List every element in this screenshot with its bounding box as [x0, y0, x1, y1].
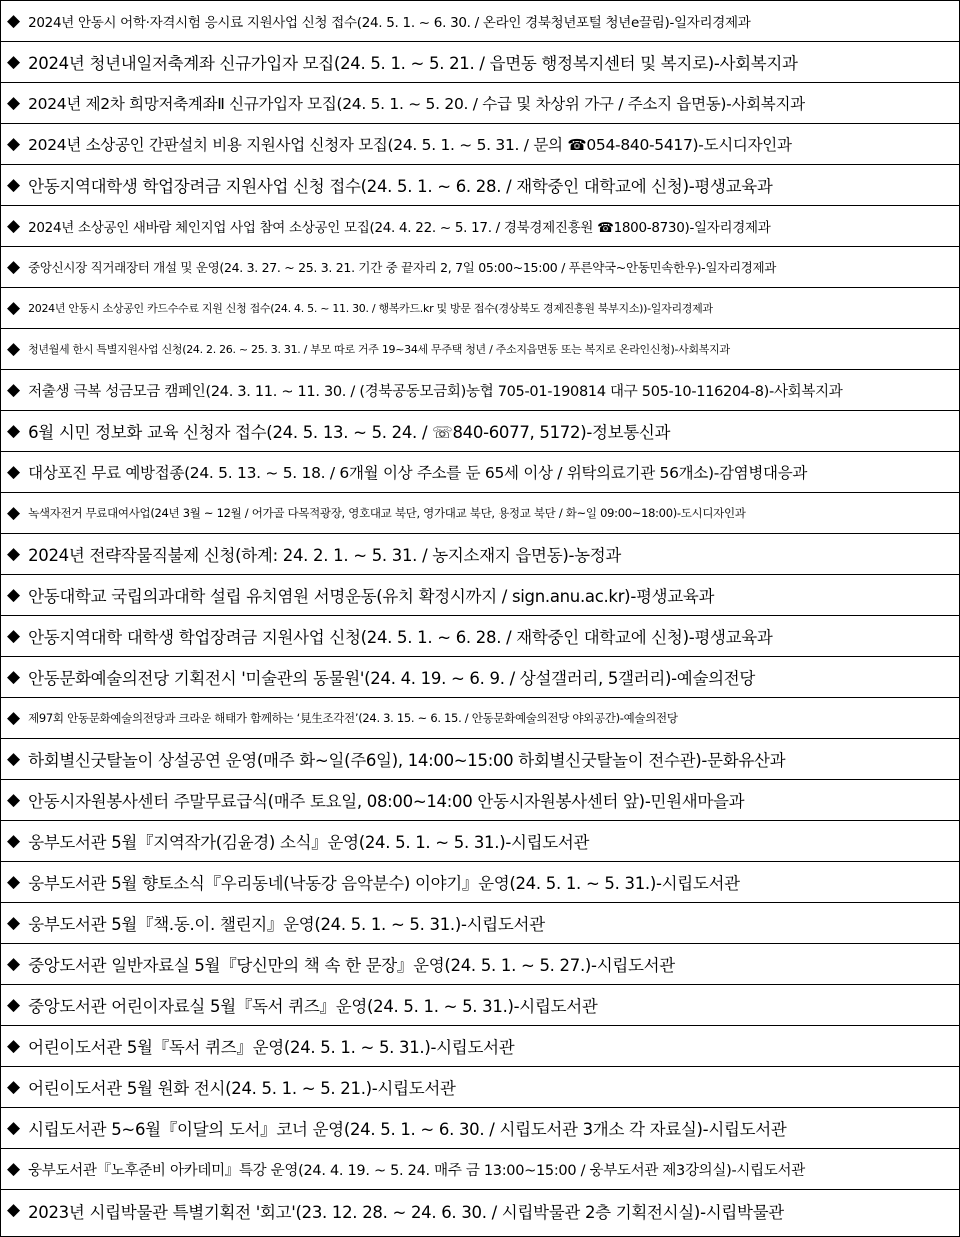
notice-text: 안동대학교 국립의과대학 설립 유치염원 서명운동(유치 확정시까지 / sign.anu.ac.kr)-평생교육과: [28, 587, 715, 606]
diamond-bullet-icon: ◆: [7, 748, 21, 769]
notice-text: 웅부도서관 5월『지역작가(김윤경) 소식』운영(24. 5. 1. ~ 5. 31.)-시립도서관: [28, 833, 590, 852]
notice-text: 안동지역대학생 학업장려금 지원사업 신청 접수(24. 5. 1. ~ 6. 28. / 재학중인 대학교에 신청)-평생교육과: [28, 177, 773, 196]
notice-row[interactable]: [1, 165, 959, 206]
notice-row[interactable]: [1, 288, 959, 329]
diamond-bullet-icon: ◆: [7, 871, 21, 892]
notice-text: 2023년 시립박물관 특별기획전 '회고'(23. 12. 28. ~ 24. 6. 30. / 시립박물관 2층 기획전시실)-시립박물관: [28, 1202, 784, 1222]
diamond-bullet-icon: ◆: [7, 584, 21, 605]
notice-row[interactable]: [1, 329, 959, 370]
notice-row[interactable]: [1, 862, 959, 903]
notice-row[interactable]: [1, 42, 959, 83]
notice-text: 어린이도서관 5월 원화 전시(24. 5. 1. ~ 5. 21.)-시립도서관: [28, 1079, 456, 1098]
notice-row[interactable]: [1, 903, 959, 944]
notice-row[interactable]: [1, 739, 959, 780]
notice-text: 2024년 전략작물직불제 신청(하계: 24. 2. 1. ~ 5. 31. / 농지소재지 읍면동)-농정과: [28, 546, 622, 565]
diamond-bullet-icon: ◆: [7, 379, 21, 400]
notice-text: 안동지역대학 대학생 학업장려금 지원사업 신청(24. 5. 1. ~ 6. 28. / 재학중인 대학교에 신청)-평생교육과: [28, 628, 773, 647]
diamond-bullet-icon: ◆: [7, 994, 21, 1015]
notice-row[interactable]: [1, 780, 959, 821]
notice-text: 2024년 소상공인 간판설치 비용 지원사업 신청자 모집(24. 5. 1. ~ 5. 31. / 문의 ☎054-840-5417)-도시디자인과: [28, 136, 792, 154]
notice-row[interactable]: [1, 575, 959, 616]
notice-row[interactable]: [1, 821, 959, 862]
notice-text: 2024년 안동시 어학·자격시험 응시료 지원사업 신청 접수(24. 5. 1. ~ 6. 30. / 온라인 경북청년포털 청년e끌림)-일자리경제과: [28, 15, 751, 31]
notice-text: 안동시자원봉사센터 주말무료급식(매주 토요일, 08:00~14:00 안동시자원봉사센터 앞)-민원새마을과: [28, 792, 745, 811]
diamond-bullet-icon: ◆: [7, 92, 21, 113]
diamond-bullet-icon: ◆: [7, 625, 21, 646]
diamond-bullet-icon: ◆: [7, 174, 21, 195]
diamond-bullet-icon: ◆: [7, 256, 21, 277]
diamond-bullet-icon: ◆: [7, 215, 21, 236]
diamond-bullet-icon: ◆: [7, 1117, 21, 1138]
notice-text: 청년월세 한시 특별지원사업 신청(24. 2. 26. ~ 25. 3. 31. / 부모 따로 거주 19~34세 무주택 청년 / 주소지읍면동 또는 복지로 온라인신청)-사회복지과: [28, 343, 730, 356]
notice-row[interactable]: [1, 944, 959, 985]
diamond-bullet-icon: ◆: [7, 1158, 21, 1179]
notice-text: 2024년 소상공인 새바람 체인지업 사업 참여 소상공인 모집(24. 4. 22. ~ 5. 17. / 경북경제진흥원 ☎1800-8730)-일자리경제과: [28, 220, 771, 236]
notice-text: 웅부도서관 5월『책.동.이. 챌린지』운영(24. 5. 1. ~ 5. 31.)-시립도서관: [28, 915, 545, 934]
diamond-bullet-icon: ◆: [7, 502, 21, 523]
notice-row[interactable]: [1, 616, 959, 657]
notice-text: 시립도서관 5~6월『이달의 도서』코너 운영(24. 5. 1. ~ 6. 30. / 시립도서관 3개소 각 자료실)-시립도서관: [28, 1120, 787, 1139]
diamond-bullet-icon: ◆: [7, 297, 21, 318]
notice-text: 안동문화예술의전당 기획전시 '미술관의 동물원'(24. 4. 19. ~ 6. 9. / 상설갤러리, 5갤러리)-예술의전당: [28, 669, 755, 688]
notice-text: 2024년 안동시 소상공인 카드수수료 지원 신청 접수(24. 4. 5. ~ 11. 30. / 행복카드.kr 및 방문 접수(경상북도 경제진흥원 북부지소))-일자리경제과: [28, 302, 713, 315]
diamond-bullet-icon: ◆: [7, 338, 21, 359]
diamond-bullet-icon: ◆: [7, 666, 21, 687]
notice-text: 녹색자전거 무료대여사업(24년 3월 ~ 12월 / 어가골 다목적광장, 영호대교 북단, 영가대교 북단, 용정교 북단 / 화~일 09:00~18:00)-도시디자인과: [28, 506, 746, 520]
notice-row[interactable]: [1, 124, 959, 165]
notice-row[interactable]: [1, 1149, 959, 1190]
notice-row[interactable]: [1, 452, 959, 493]
notice-row[interactable]: [1, 83, 959, 124]
notice-text: 제97회 안동문화예술의전당과 크라운 해태가 함께하는 ‘見生조각전’(24. 3. 15. ~ 6. 15. / 안동문화예술의전당 야외공간)-예술의전당: [28, 711, 678, 725]
diamond-bullet-icon: ◆: [7, 707, 21, 728]
notice-text: 2024년 청년내일저축계좌 신규가입자 모집(24. 5. 1. ~ 5. 21. / 읍면동 행정복지센터 및 복지로)-사회복지과: [28, 54, 798, 73]
notice-row[interactable]: [1, 1067, 959, 1108]
notice-row[interactable]: [1, 411, 959, 452]
notice-row[interactable]: [1, 985, 959, 1026]
diamond-bullet-icon: ◆: [7, 133, 21, 154]
notice-row[interactable]: [1, 1, 959, 42]
diamond-bullet-icon: ◆: [7, 912, 21, 933]
notice-text: 중앙도서관 어린이자료실 5월『독서 퀴즈』운영(24. 5. 1. ~ 5. 31.)-시립도서관: [28, 997, 598, 1016]
diamond-bullet-icon: ◆: [7, 789, 21, 810]
notice-row[interactable]: [1, 206, 959, 247]
diamond-bullet-icon: ◆: [7, 543, 21, 564]
notice-text: 대상포진 무료 예방접종(24. 5. 13. ~ 5. 18. / 6개월 이상 주소를 둔 65세 이상 / 위탁의료기관 56개소)-감염병대응과: [28, 464, 808, 482]
notice-row[interactable]: [1, 657, 959, 698]
diamond-bullet-icon: ◆: [7, 1076, 21, 1097]
notice-text: 하회별신굿탈놀이 상설공연 운영(매주 화~일(주6일), 14:00~15:00 하회별신굿탈놀이 전수관)-문화유산과: [28, 751, 786, 770]
diamond-bullet-icon: ◆: [7, 461, 21, 482]
notice-text: 6월 시민 정보화 교육 신청자 접수(24. 5. 13. ~ 5. 24. / ☏840-6077, 5172)-정보통신과: [28, 423, 671, 442]
notice-text: 어린이도서관 5월『독서 퀴즈』운영(24. 5. 1. ~ 5. 31.)-시립도서관: [28, 1038, 515, 1057]
diamond-bullet-icon: ◆: [7, 953, 21, 974]
notice-text: 중앙도서관 일반자료실 5월『당신만의 책 속 한 문장』운영(24. 5. 1. ~ 5. 27.)-시립도서관: [28, 956, 675, 975]
notice-text: 2024년 제2차 희망저축계좌Ⅱ 신규가입자 모집(24. 5. 1. ~ 5. 20. / 수급 및 차상위 가구 / 주소지 읍면동)-사회복지과: [28, 95, 805, 113]
notice-text: 중앙신시장 직거래장터 개설 및 운영(24. 3. 27. ~ 25. 3. 21. 기간 중 끝자리 2, 7일 05:00~15:00 / 푸른약국~안동민속한우)-일자리경제과: [28, 260, 777, 275]
notice-row[interactable]: [1, 1108, 959, 1149]
notice-row[interactable]: [1, 247, 959, 288]
diamond-bullet-icon: ◆: [7, 1200, 21, 1220]
diamond-bullet-icon: ◆: [7, 10, 21, 31]
diamond-bullet-icon: ◆: [7, 420, 21, 441]
notice-text: 저출생 극복 성금모금 캠페인(24. 3. 11. ~ 11. 30. / (경북공동모금회)농협 705-01-190814 대구 505-10-116204-8)-사회복지과: [28, 383, 843, 400]
notice-row[interactable]: [1, 370, 959, 411]
diamond-bullet-icon: ◆: [7, 830, 21, 851]
notice-row[interactable]: [1, 1026, 959, 1067]
notice-text: 웅부도서관『노후준비 아카데미』특강 운영(24. 4. 19. ~ 5. 24. 매주 금 13:00~15:00 / 웅부도서관 제3강의실)-시립도서관: [28, 1162, 805, 1179]
diamond-bullet-icon: ◆: [7, 51, 21, 72]
diamond-bullet-icon: ◆: [7, 1035, 21, 1056]
notice-text: 웅부도서관 5월 향토소식『우리동네(낙동강 음악분수) 이야기』운영(24. 5. 1. ~ 5. 31.)-시립도서관: [28, 874, 740, 893]
notice-row[interactable]: [1, 1190, 959, 1231]
notice-row[interactable]: [1, 493, 959, 534]
notice-row[interactable]: [1, 698, 959, 739]
notice-row[interactable]: [1, 534, 959, 575]
